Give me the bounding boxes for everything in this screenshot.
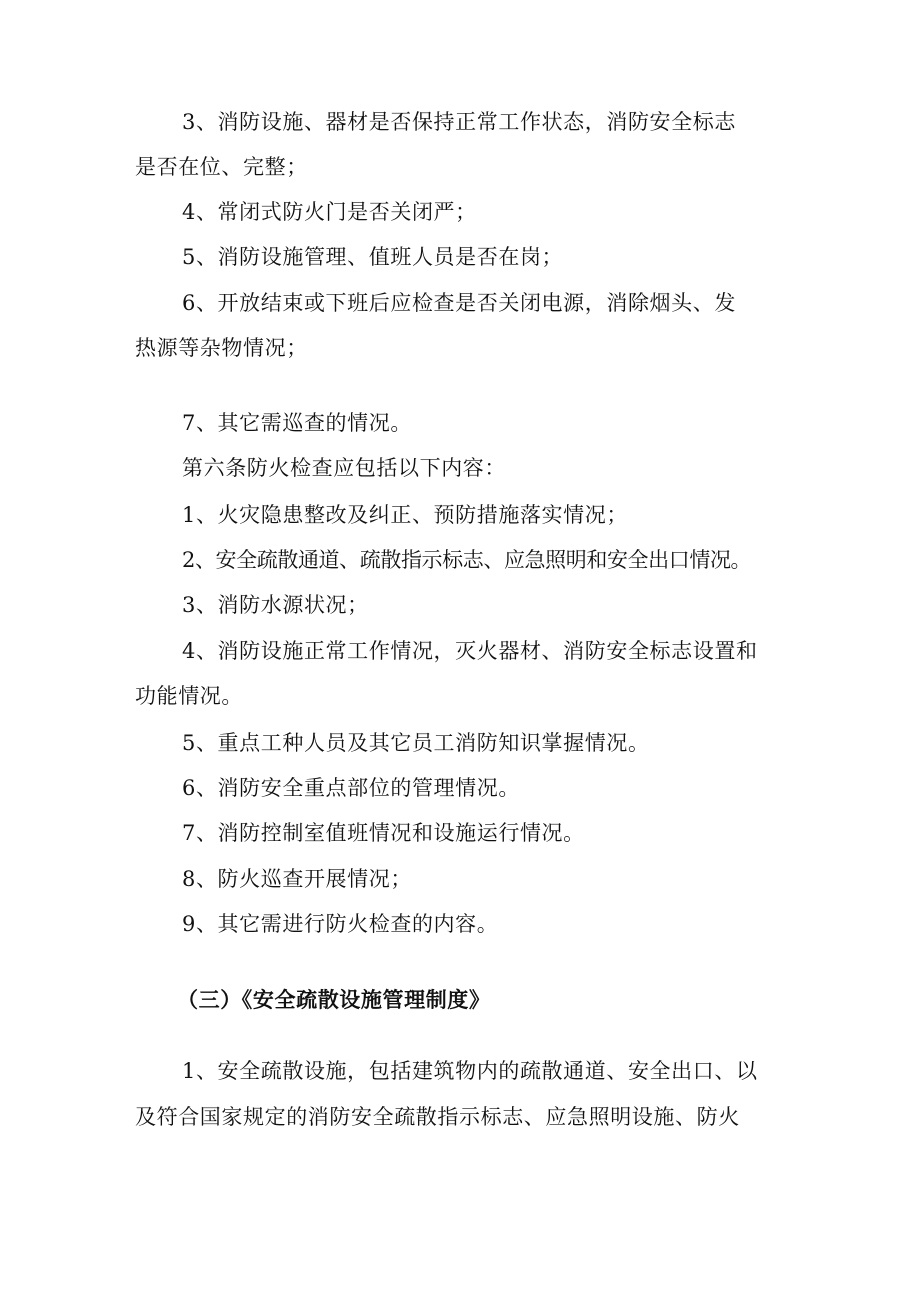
paragraph-line: 5、消防设施管理、值班人员是否在岗； (182, 245, 564, 269)
paragraph-line: 7、其它需巡查的情况。 (182, 411, 412, 435)
paragraph-line: 4、常闭式防火门是否关闭严； (182, 200, 477, 224)
paragraph-line: 1、火灾隐患整改及纠正、预防措施落实情况； (182, 503, 628, 527)
paragraph-line: 及符合国家规定的消防安全疏散指示标志、应急照明设施、防火 (135, 1105, 740, 1129)
paragraph-line: 6、消防安全重点部位的管理情况。 (182, 776, 520, 800)
paragraph-line: 4、消防设施正常工作情况，灭火器材、消防安全标志设置和 (182, 639, 758, 663)
paragraph-line: 第六条防火检查应包括以下内容： (182, 456, 506, 480)
paragraph-line: 6、开放结束或下班后应检查是否关闭电源，消除烟头、发 (182, 291, 736, 315)
paragraph-line: 5、重点工种人员及其它员工消防知识掌握情况。 (182, 731, 650, 755)
paragraph-line: 1、安全疏散设施，包括建筑物内的疏散通道、安全出口、以 (182, 1059, 758, 1083)
paragraph-line: 是否在位、完整； (135, 155, 308, 179)
paragraph-line: 3、消防设施、器材是否保持正常工作状态，消防安全标志 (182, 110, 736, 134)
paragraph-line: 2、安全疏散通道、疏散指示标志、应急照明和安全出口情况。 (182, 548, 752, 572)
paragraph-line: 8、防火巡查开展情况； (182, 867, 412, 891)
paragraph-line: 功能情况。 (135, 684, 243, 708)
paragraph-line: 9、其它需进行防火检查的内容。 (182, 912, 499, 936)
paragraph-line: 热源等杂物情况； (135, 336, 308, 360)
paragraph-line: 3、消防水源状况； (182, 593, 369, 617)
paragraph-line: 7、消防控制室值班情况和设施运行情况。 (182, 821, 585, 845)
section-heading: （三）《安全疏散设施管理制度》 (177, 987, 491, 1012)
